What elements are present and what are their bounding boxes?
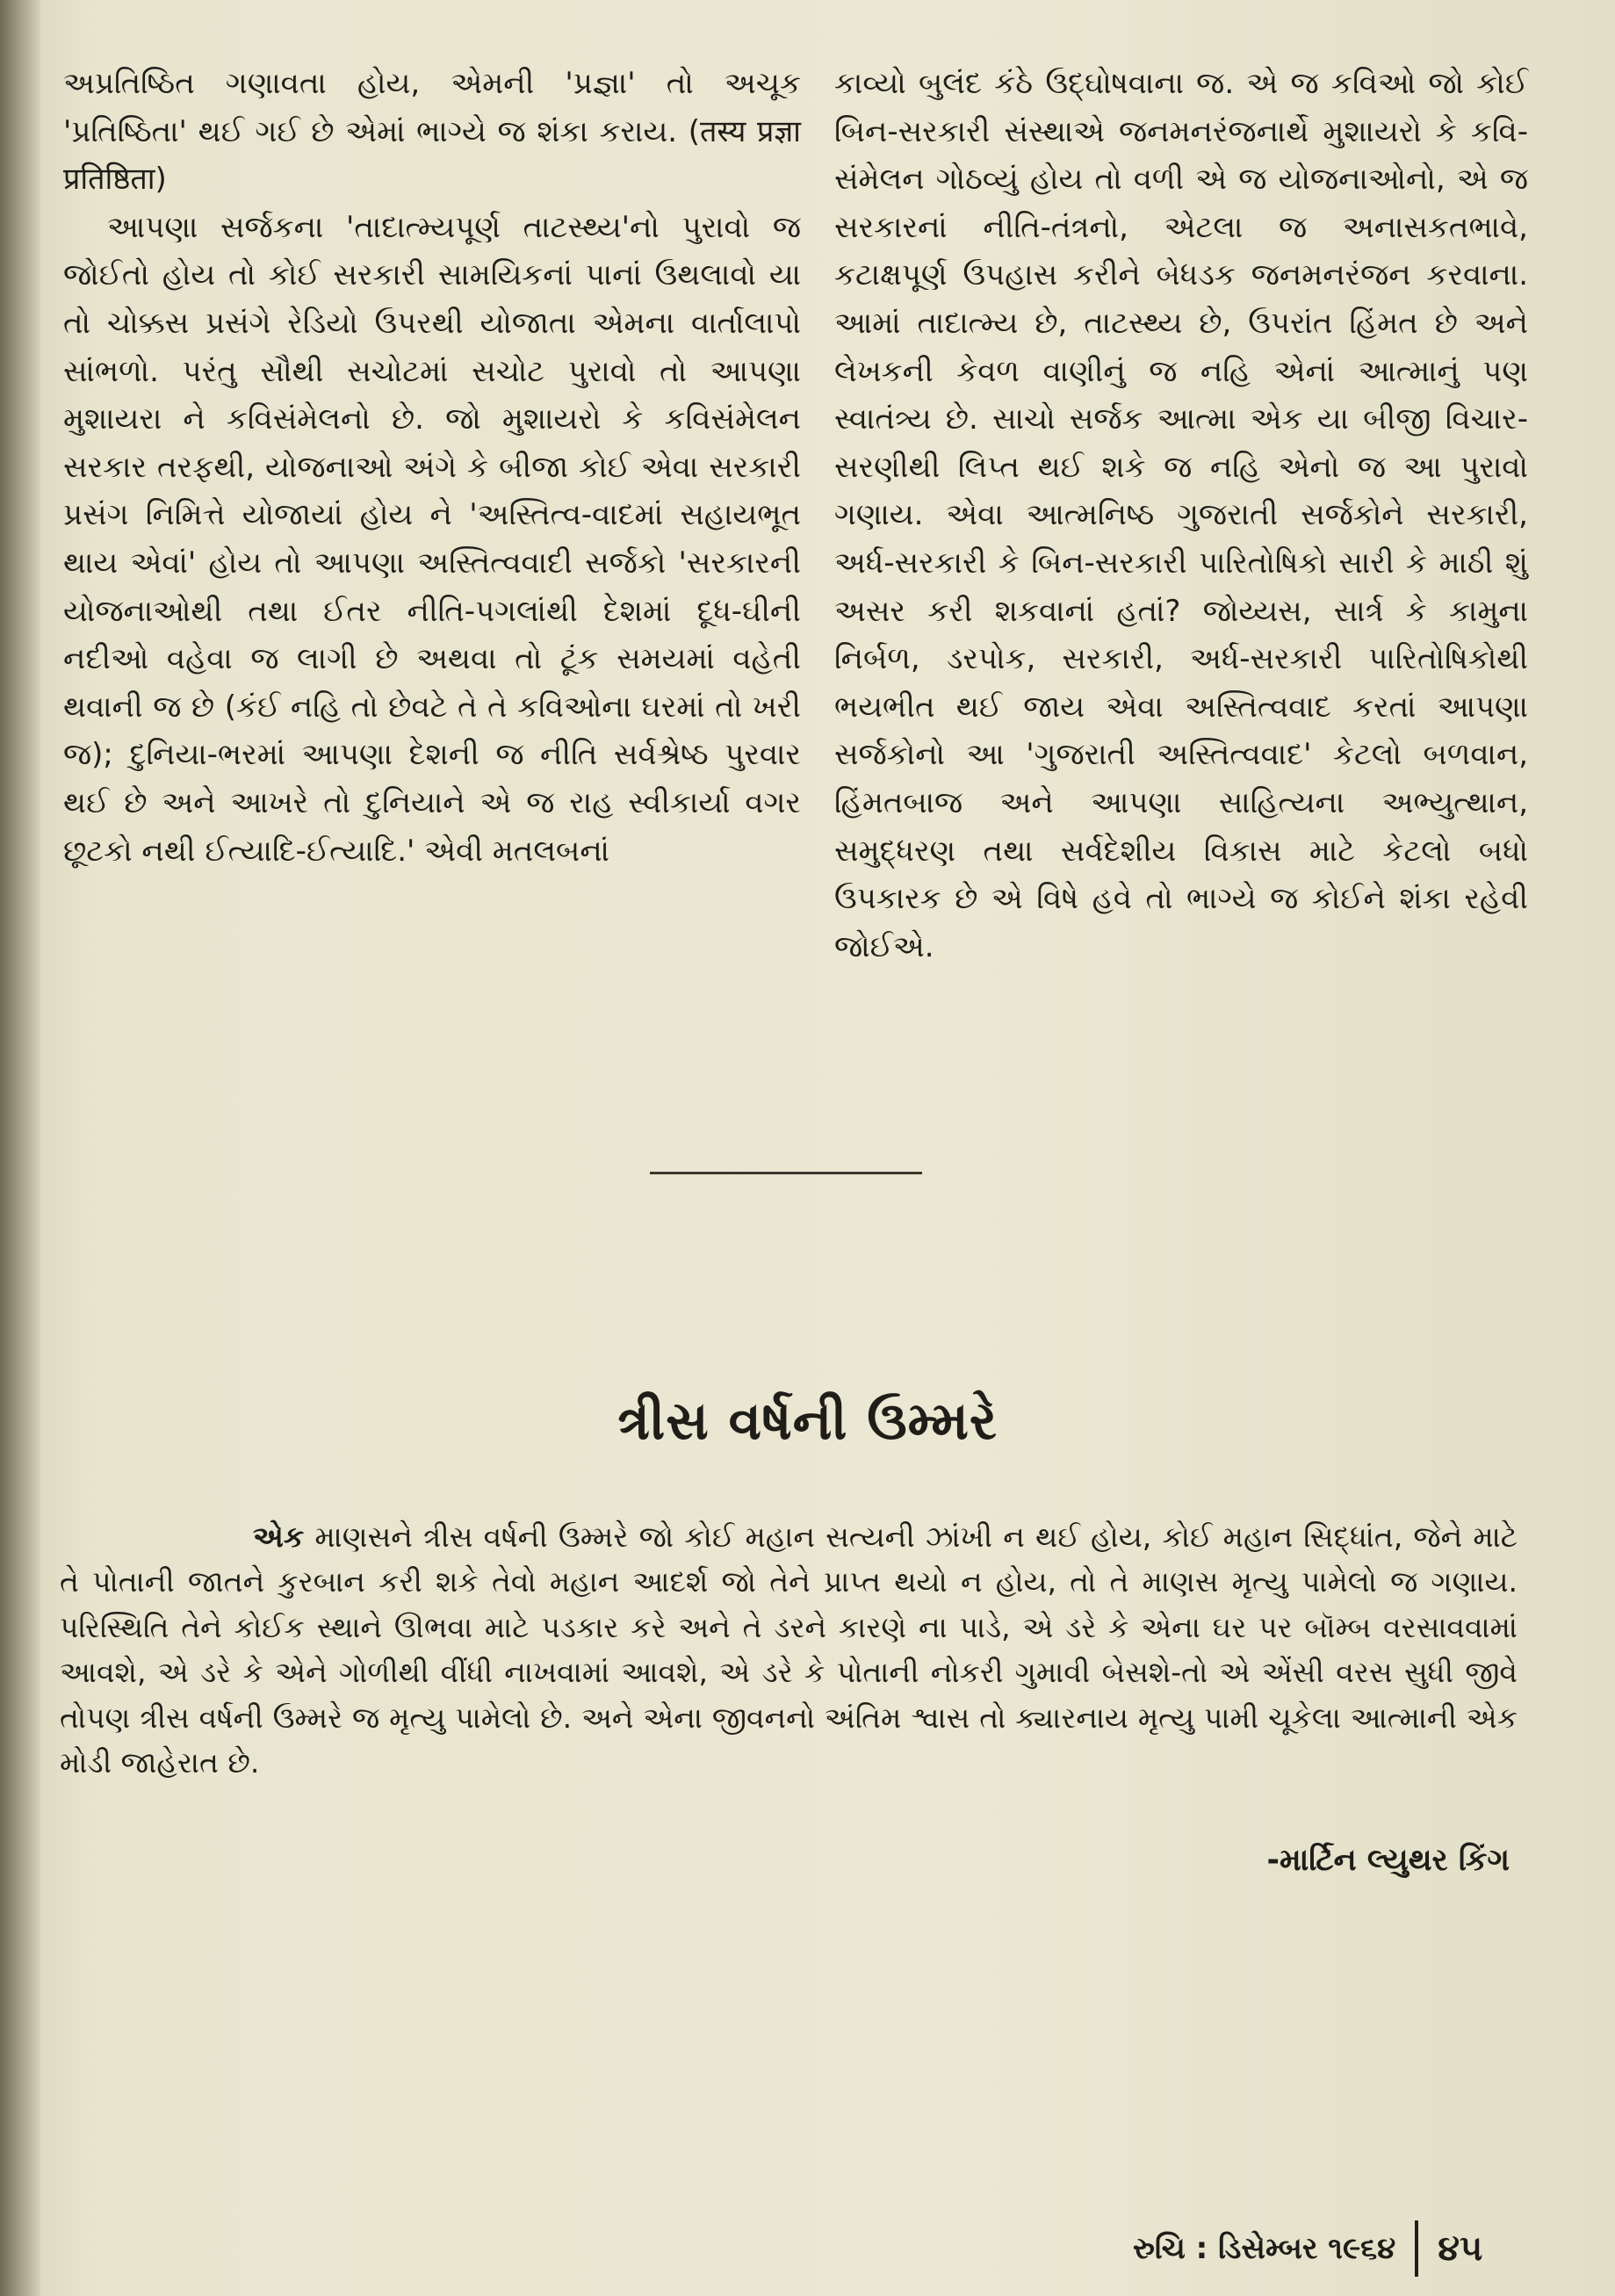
section-divider <box>650 1172 922 1174</box>
left-column <box>63 60 801 875</box>
page-number: ૪૫ <box>1438 2228 1483 2269</box>
footer-separator <box>1415 2220 1418 2277</box>
article-body-text: માણસને ત્રીસ વર્ષની ઉમ્મરે જો કોઈ મહાન સત્યની ઝાંખી ન થઈ હોય, કોઈ મહાન સિદ્ધાંત, જેને માટે તે પોતાની જાતને કુરબાન કરી શકે તેવો મહાન આદર્શ જો તેને પ્રાપ્ત થયો ન હોય, તો તે માણસ મૃત્યુ પામેલો જ ગણાય. પરિસ્થિતિ તેને કોઈક સ્થાને ઊભવા માટે પડકાર કરે અને તે ડરને કારણે ના પાડે, એ ડરે કે એના ઘર પર બૉમ્બ વરસાવવામાં આવશે, એ ડરે કે એને ગોળીથી વીંધી નાખવામાં આવશે, એ ડરે કે પોતાની નોકરી ગુમાવી બેસશે-તો એ એંસી વરસ સુધી જીવે તોપણ ત્રીસ વર્ષની ઉમ્મરે જ મૃત્યુ પામેલો છે. અને એના જીવનનો અંતિમ શ્વાસ તો ક્યારનાય મૃત્યુ પામી ચૂકેલા આત્માની એક મોડી જાહેરાત છે. <box>60 1520 1518 1780</box>
left-paragraph-2: આપણા સર્જકના 'તાદાત્મ્યપૂર્ણ તાટસ્થ્ય'નો પુરાવો જ જોઈતો હોય તો કોઈ સરકારી સામયિકનાં પાનાં ઉથલાવો યા તો ચોક્કસ પ્રસંગે રેડિયો ઉપરથી યોજાતા એમના વાર્તાલાપો સાંભળો. પરંતુ સૌથી સચોટમાં સચોટ પુરાવો તો આપણા મુશાયરા ને કવિસંમેલનો છે. જો મુશાયરો કે કવિસંમેલન સરકાર તરફથી, યોજનાઓ અંગે કે બીજા કોઈ એવા સરકારી પ્રસંગ નિમિત્તે યોજાયાં હોય ને 'અસ્તિત્વ-વાદમાં સહાયભૂત થાય એવાં' હોય તો આપણા અસ્તિત્વવાદી સર્જકો 'સરકારની યોજનાઓથી તથા ઈતર નીતિ-પગલાંથી દેશમાં દૂધ-ઘીની નદીઓ વહેવા જ લાગી છે અથવા તો ટૂંક સમયમાં વહેતી થવાની જ છે (કંઈ નહિ તો છેવટે તે તે કવિઓના ઘરમાં તો ખરી જ); દુનિયા-ભરમાં આપણા દેશની જ નીતિ સર્વશ્રેષ્ઠ પુરવાર થઈ છે અને આખરે તો દુનિયાને એ જ રાહ સ્વીકાર્યા વગર છૂટકો નથી ઈત્યાદિ-ઈત્યાદિ.' એવી મતલબનાં <box>63 209 801 869</box>
page-spine <box>0 0 40 2296</box>
right-paragraph-1: કાવ્યો બુલંદ કંઠે ઉદ્ઘોષવાના જ. એ જ કવિઓ જો કોઈ બિન-સરકારી સંસ્થાએ જનમનરંજનાર્થે મુશાયરો કે કવિ-સંમેલન ગોઠવ્યું હોય તો વળી એ જ યોજનાઓનો, એ જ સરકારનાં નીતિ-તંત્રનો, એટલા જ અનાસકતભાવે, કટાક્ષપૂર્ણ ઉપહાસ કરીને બેધડક જનમનરંજન કરવાના. આમાં તાદાત્મ્ય છે, તાટસ્થ્ય છે, ઉપરાંત હિંમત છે અને લેખકની કેવળ વાણીનું જ નહિ એનાં આત્માનું પણ સ્વાતંત્ર્ય છે. સાચો સર્જક આત્મા એક યા બીજી વિચાર-સરણીથી લિપ્ત થઈ શકે જ નહિ એનો જ આ પુરાવો ગણાય. એવા આત્મનિષ્ઠ ગુજરાતી સર્જકોને સરકારી, અર્ધ-સરકારી કે બિન-સરકારી પારિતોષિકો સારી કે માઠી શું અસર કરી શકવાનાં હતાં? જોય્યસ, સાર્ત્ર કે કામુના નિર્બળ, ડરપોક, સરકારી, અર્ધ-સરકારી પારિતોષિકોથી ભયભીત થઈ જાય એવા અસ્તિત્વવાદ કરતાં આપણા સર્જકોનો આ 'ગુજરાતી અસ્તિત્વવાદ' કેટલો બળવાન, હિંમતબાજ અને આપણા સાહિત્યના અભ્યુત્થાન, સમુદ્ધરણ તથા સર્વદેશીય વિકાસ માટે કેટલો બધો ઉપકારક છે એ વિષે હવે તો ભાગ્યે જ કોઈને શંકા રહેવી જોઈએ. <box>834 66 1528 964</box>
left-paragraph-1: અપ્રતિષ્ઠિત ગણાવતા હોય, એમની 'પ્રજ્ઞા' તો અચૂક 'પ્રતિષ્ઠિતા' થઈ ગઈ છે એમાં ભાગ્યે જ શંકા કરાય. (तस्य प्रज्ञा प्रतिष्ठिता) <box>63 66 801 198</box>
article-lead-word: એક <box>253 1520 305 1554</box>
right-column <box>834 60 1528 971</box>
footer-magazine-date: રુચિ : ડિસેમ્બર ૧૯૬૪ <box>1133 2231 1396 2266</box>
article-body <box>60 1514 1518 1785</box>
page-footer <box>1133 2220 1482 2277</box>
article-attribution: -માર્ટિન લ્યુથર કિંગ <box>1266 1843 1510 1878</box>
article-title: ત્રીસ વર્ષની ઉમ્મરે <box>617 1390 998 1452</box>
